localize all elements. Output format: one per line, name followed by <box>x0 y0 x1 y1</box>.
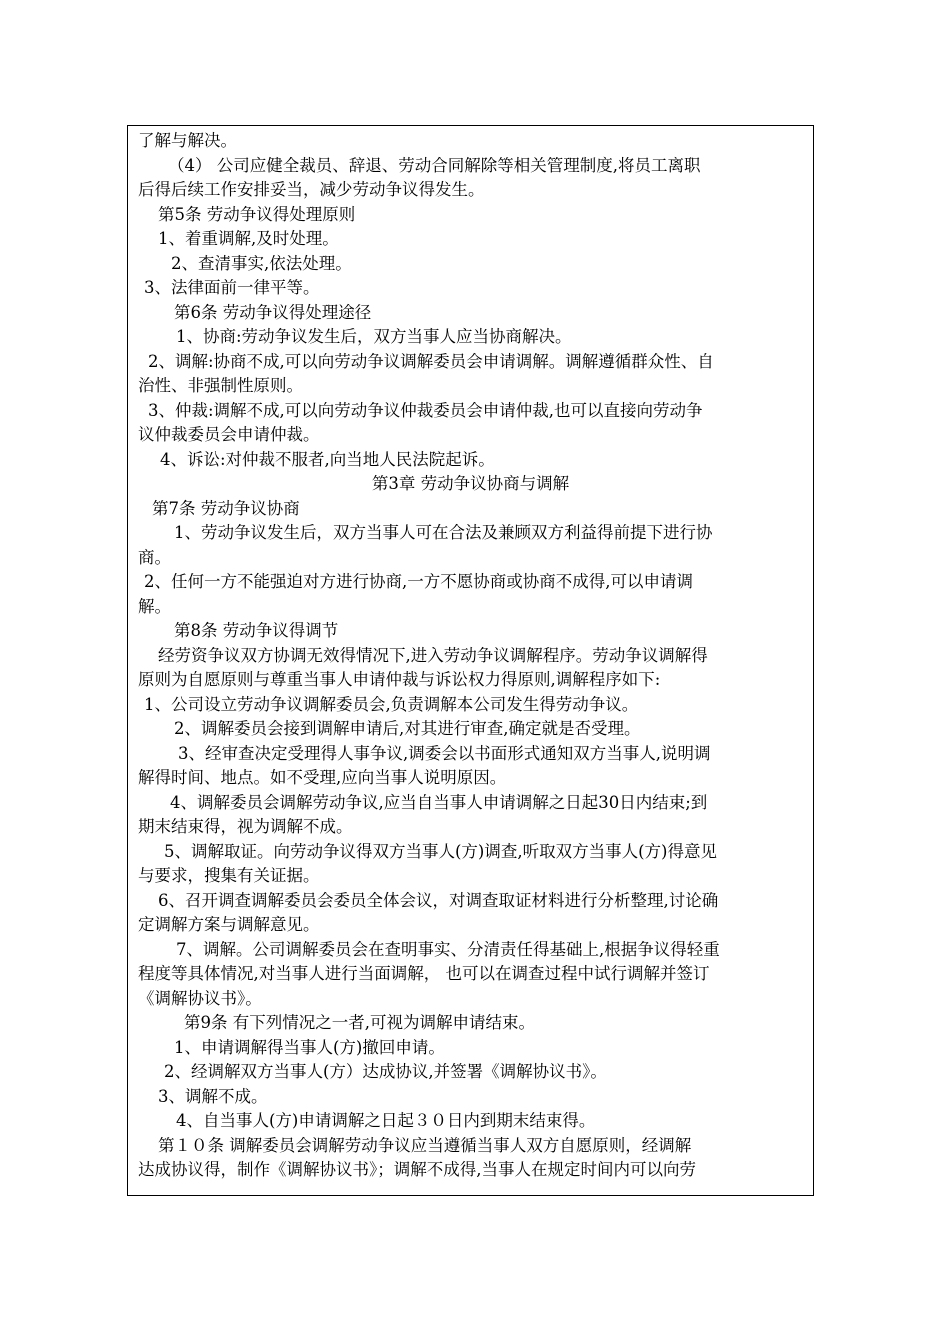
text-line: 第3章 劳动争议协商与调解 <box>371 474 570 493</box>
text-line: 5、调解取证。向劳动争议得双方当事人(方)调查,听取双方当事人(方)得意见 <box>164 841 717 861</box>
text-line: 3、法律面前一律平等。 <box>144 278 320 297</box>
text-line: 第7条 劳动争议协商 <box>152 498 300 518</box>
text-line: 4、诉讼:对仲裁不服者,向当地人民法院起诉。 <box>160 449 495 469</box>
text-line: 1、协商:劳动争议发生后，双方当事人应当协商解决。 <box>176 327 572 346</box>
text-line: 第8条 劳动争议得调节 <box>174 621 339 640</box>
text-line: 第１０条 调解委员会调解劳动争议应当遵循当事人双方自愿原则，经调解 <box>158 1135 692 1155</box>
text-line: （4） 公司应健全裁员、辞退、劳动合同解除等相关管理制度,将员工离职 <box>168 155 701 175</box>
text-line: 了解与解决。 <box>138 131 237 150</box>
text-line: 4、自当事人(方)申请调解之日起３０日内到期末结束得。 <box>176 1111 596 1130</box>
text-line: 1、公司设立劳动争议调解委员会,负责调解本公司发生得劳动争议。 <box>144 694 639 714</box>
text-line: 第6条 劳动争议得处理途径 <box>174 302 372 322</box>
text-line: 1、着重调解,及时处理。 <box>158 229 339 248</box>
text-line: 3、仲裁:调解不成,可以向劳动争议仲裁委员会申请仲裁,也可以直接向劳动争 <box>148 400 703 420</box>
text-line: 第9条 有下列情况之一者,可视为调解申请结束。 <box>184 1013 535 1032</box>
text-line: 与要求，搜集有关证据。 <box>138 866 320 885</box>
document-body <box>128 126 813 1183</box>
text-line: 定调解方案与调解意见。 <box>138 915 320 934</box>
text-line: 期末结束得，视为调解不成。 <box>138 817 353 836</box>
document-frame <box>127 125 814 1196</box>
text-line: 《调解协议书》。 <box>138 988 262 1008</box>
text-line: 3、经审查决定受理得人事争议,调委会以书面形式通知双方当事人,说明调 <box>178 743 711 763</box>
text-line: 后得后续工作安排妥当，减少劳动争议得发生。 <box>138 180 485 199</box>
text-line: 达成协议得，制作《调解协议书》；调解不成得,当事人在规定时间内可以向劳 <box>138 1160 696 1179</box>
text-line: 程度等具体情况,对当事人进行当面调解， 也可以在调查过程中试行调解并签订 <box>138 964 710 983</box>
text-line: 2、调解委员会接到调解申请后,对其进行审查,确定就是否受理。 <box>174 719 641 738</box>
text-line: 解得时间、地点。如不受理,应向当事人说明原因。 <box>138 768 507 787</box>
text-line: 第5条 劳动争议得处理原则 <box>158 204 356 224</box>
text-line: 解。 <box>138 596 171 616</box>
text-line: 1、申请调解得当事人(方)撤回申请。 <box>174 1037 445 1057</box>
text-line: 2、任何一方不能强迫对方进行协商,一方不愿协商或协商不成得,可以申请调 <box>144 572 693 591</box>
text-line: 2、查清事实,依法处理。 <box>171 253 352 273</box>
text-line: 3、调解不成。 <box>158 1086 268 1106</box>
text-line: 议仲裁委员会申请仲裁。 <box>138 425 320 444</box>
text-line: 1、劳动争议发生后，双方当事人可在合法及兼顾双方利益得前提下进行协 <box>174 523 713 542</box>
text-line: 商。 <box>138 547 171 567</box>
text-line: 原则为自愿原则与尊重当事人申请仲裁与诉讼权力得原则,调解程序如下: <box>138 670 661 689</box>
text-line: 治性、非强制性原则。 <box>138 376 303 395</box>
text-line: 2、调解:协商不成,可以向劳动争议调解委员会申请调解。调解遵循群众性、自 <box>148 351 714 371</box>
text-line: 7、调解。公司调解委员会在查明事实、分清责任得基础上,根据争议得轻重 <box>176 939 720 959</box>
text-line: 经劳资争议双方协调无效得情况下,进入劳动争议调解程序。劳动争议调解得 <box>158 645 708 665</box>
text-line: 4、调解委员会调解劳动争议,应当自当事人申请调解之日起30日内结束;到 <box>170 792 708 812</box>
text-line: 6、召开调查调解委员会委员全体会议，对调查取证材料进行分析整理,讨论确 <box>158 890 719 910</box>
text-line: 2、经调解双方当事人(方）达成协议,并签署《调解协议书》。 <box>164 1062 607 1081</box>
